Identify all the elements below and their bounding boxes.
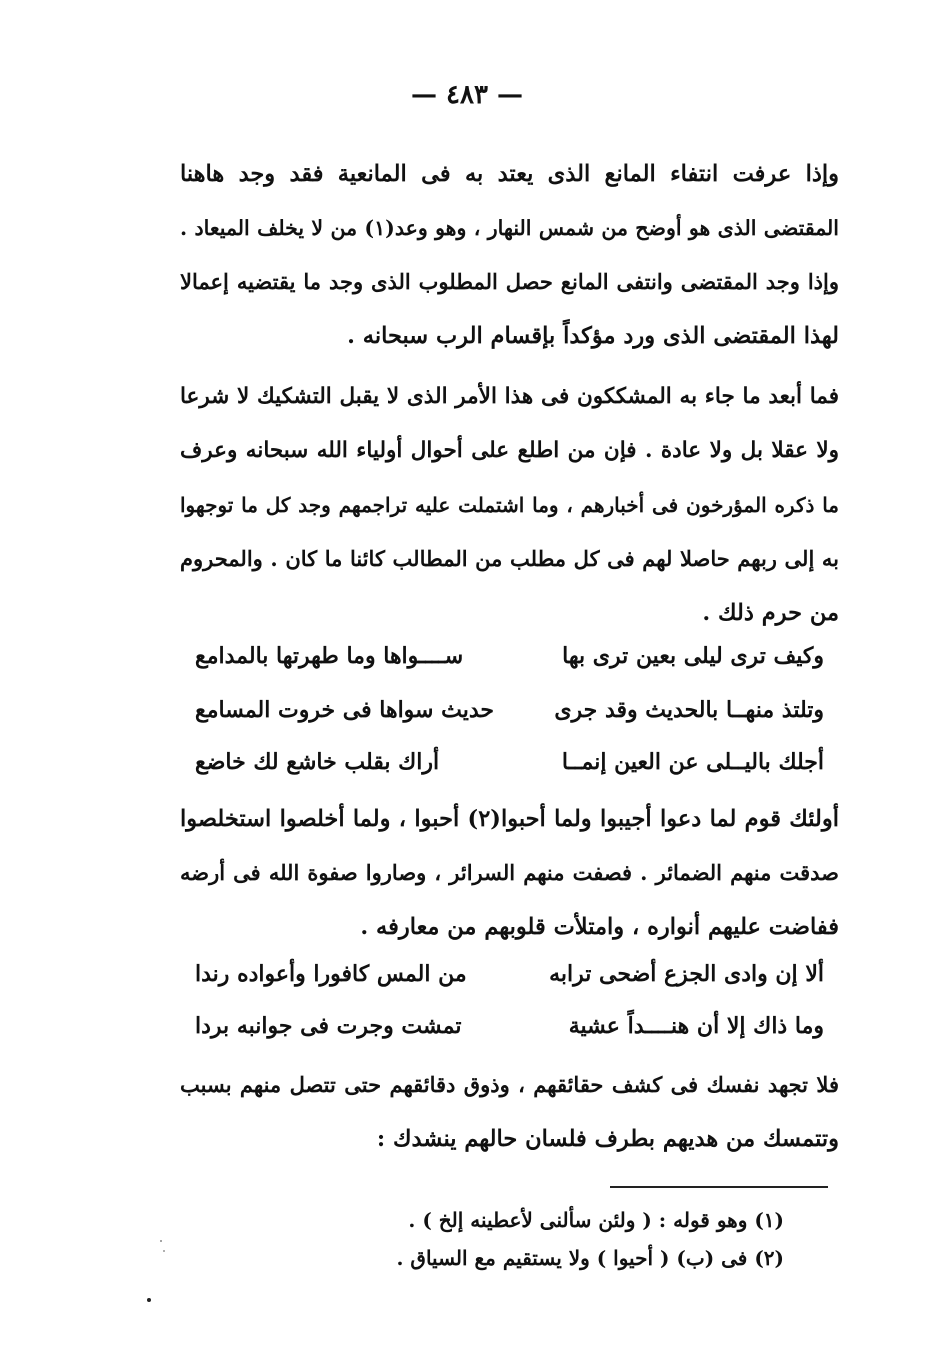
paragraph-3 [180,792,839,954]
text-line: لهذا المقتضى الذى ورد مؤكداً بإقسام الرب سبحانه . [347,323,839,349]
verse-first-hemistich: وما ذاك إلا أن هنــــداً عشية [568,1013,824,1039]
text-line: به إلى ربهم حاصلا لهم فى كل مطلب من المطالب كائنا ما كان . والمحروم [180,546,839,571]
text-line: ولا عقلا بل ولا عادة . فإن من اطلع على أحوال أولياء الله سبحانه وعرف [180,438,839,463]
verse-first-hemistich: أجلك باليــلى عن العين إنمــا [561,749,824,775]
text-line: وإذا وجد المقتضى وانتفى المانع حصل المطلوب الذى وجد ما يقتضيه إعمالا [180,269,839,294]
paragraph-1 [180,147,839,363]
verse-first-hemistich: وتلتذ منهــا بالحديث وقد جرى [554,697,824,723]
verse-second-hemistich: تمشت وجرت فى جوانبه بردا [195,1013,462,1039]
text-line: ما ذكره المؤرخون فى أخبارهم ، وما اشتملت عليه تراجمهم وجد كل ما توجهوا [180,493,839,517]
text-line: من حرم ذلك . [702,600,839,626]
paragraph-4 [180,1058,839,1166]
page-number: — ٤٨٣ — [410,80,524,110]
verse-line [195,738,824,786]
text-line: وإذا عرفت انتفاء المانع الذى يعتد به فى المانعية فقد وجد هاهنا [180,161,839,187]
verse-line [195,686,824,734]
footnote-divider [610,1186,828,1188]
text-line: صدقت منهم الضمائر . فصفت منهم السرائر ، وصاروا صفوة الله فى أرضه [180,860,839,885]
paragraph-2 [180,370,839,640]
verse-line [195,950,824,998]
footnote-1: (١) وهو قوله : ( ولئن سألنى لأعطينه إلخ ) . [408,1208,784,1232]
verse-second-hemistich: حديث سواها فى خروت المسامع [195,697,495,723]
verse-first-hemistich: ألا إن وادى الجزع أضحى ترابه [549,961,824,987]
verse-line [195,1002,824,1050]
verse-line [195,632,824,680]
text-line: فلا تجهد نفسك فى كشف حقائقهم ، وذوق دقائقهم حتى تتصل منهم بسبب [180,1072,839,1097]
verse-second-hemistich: ســــواها وما طهرتها بالمدامع [195,643,464,669]
text-line: ففاضت عليهم أنواره ، وامتلأت قلوبهم من معارفه . [360,914,839,940]
verse-second-hemistich: من المس كافورا وأعواده رندا [195,961,467,987]
text-line: المقتضى الذى هو أوضح من شمس النهار ، وهو وعد(١) من لا يخلف الميعاد . [180,216,839,240]
verse-first-hemistich: وكيف ترى ليلى بعين ترى بها [562,643,824,669]
text-line: فما أبعد ما جاء به المشككون فى هذا الأمر الذى لا يقبل التشكيك لا شرعا [180,384,839,409]
verse-second-hemistich: أراك بقلب خاشع لك خاضع [195,749,440,775]
footnote-2: (٢) فى (ب) ( أحيوا ) ولا يستقيم مع السياق . [396,1246,784,1270]
scan-speck [160,1240,162,1242]
scan-speck [147,1298,151,1302]
text-line: وتتمسك من هديهم بطرف فلسان حالهم ينشدك : [376,1126,839,1152]
text-line: أولئك قوم لما دعوا أجيبوا ولما أحبوا(٢) أحبوا ، ولما أخلصوا استخلصوا [180,806,839,832]
scan-speck [163,1250,165,1252]
